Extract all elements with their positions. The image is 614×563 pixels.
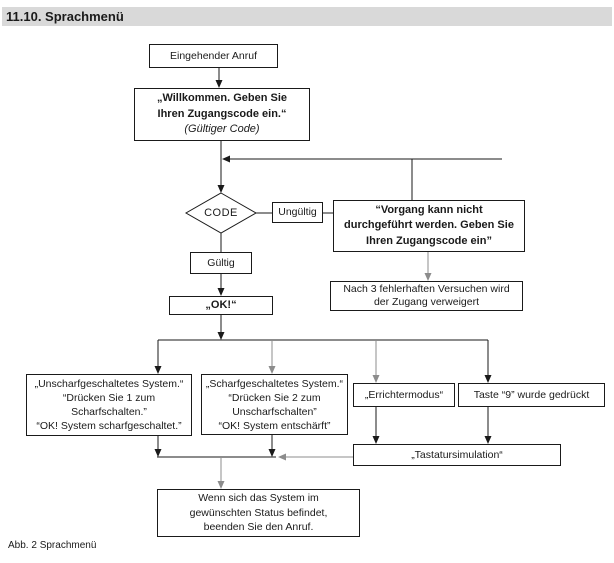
node-valid-label — [190, 252, 252, 274]
node-disarmed-system — [26, 374, 192, 436]
node-text-line: „OK!“ — [205, 299, 237, 311]
node-key9-pressed — [458, 383, 605, 407]
figure-caption: Abb. 2 Sprachmenü — [8, 540, 97, 551]
node-incoming-call — [149, 44, 278, 68]
decision-code-label — [186, 206, 256, 220]
node-text-line: Gültig — [207, 256, 235, 269]
node-text-line: „Unscharfgeschaltetes System.“ — [34, 378, 184, 390]
node-text-line: Eingehender Anruf — [170, 49, 257, 62]
node-text-line: gewünschten Status befindet, — [189, 506, 328, 519]
node-text-line: Ungültig — [278, 206, 317, 218]
node-text-line: durchgeführt werden. Geben Sie — [344, 219, 514, 232]
node-lockout-notice — [330, 281, 523, 311]
node-welcome-message — [134, 88, 310, 141]
node-text-line: „Willkommen. Geben Sie — [156, 92, 288, 105]
node-ok-message — [169, 296, 273, 315]
node-armed-system — [201, 374, 348, 435]
node-text-line: der Zugang verweigert — [373, 296, 480, 308]
node-text-line: Wenn sich das System im — [198, 492, 319, 505]
node-text-line: „Tastatursimulation“ — [411, 448, 503, 461]
node-text-line: beenden Sie den Anruf. — [203, 521, 314, 534]
node-text-line: “OK! System entschärft” — [218, 419, 331, 432]
node-text-line: Nach 3 fehlerhaften Versuchen wird — [343, 283, 510, 295]
node-text-line: (Gültiger Code) — [184, 123, 260, 136]
node-text-line: Scharfschalten.” — [71, 406, 147, 418]
node-text-line: „Scharfgeschaltetes System.“ — [205, 377, 344, 390]
node-text-line: “Drücken Sie 2 zum — [228, 391, 321, 404]
node-text-line: “Vorgang kann nicht — [375, 203, 483, 216]
node-error-message — [333, 200, 525, 252]
node-text-line: Ihren Zugangscode ein.“ — [157, 107, 287, 120]
node-text-line: Ihren Zugangscode ein” — [366, 234, 492, 247]
node-installer-mode — [353, 383, 455, 407]
section-title: 11.10. Sprachmenü — [6, 9, 124, 24]
node-keypad-simulation — [353, 444, 561, 466]
node-end-call — [157, 489, 360, 537]
node-text-line: CODE — [204, 206, 238, 219]
node-text-line: “OK! System scharfgeschaltet.” — [36, 420, 182, 432]
node-invalid-label — [272, 202, 323, 223]
node-text-line: Unscharfschalten” — [232, 405, 317, 418]
node-text-line: “Drücken Sie 1 zum — [62, 392, 156, 404]
node-text-line: Taste “9” wurde gedrückt — [473, 388, 590, 401]
node-text-line: „Errichtermodus“ — [364, 388, 444, 401]
